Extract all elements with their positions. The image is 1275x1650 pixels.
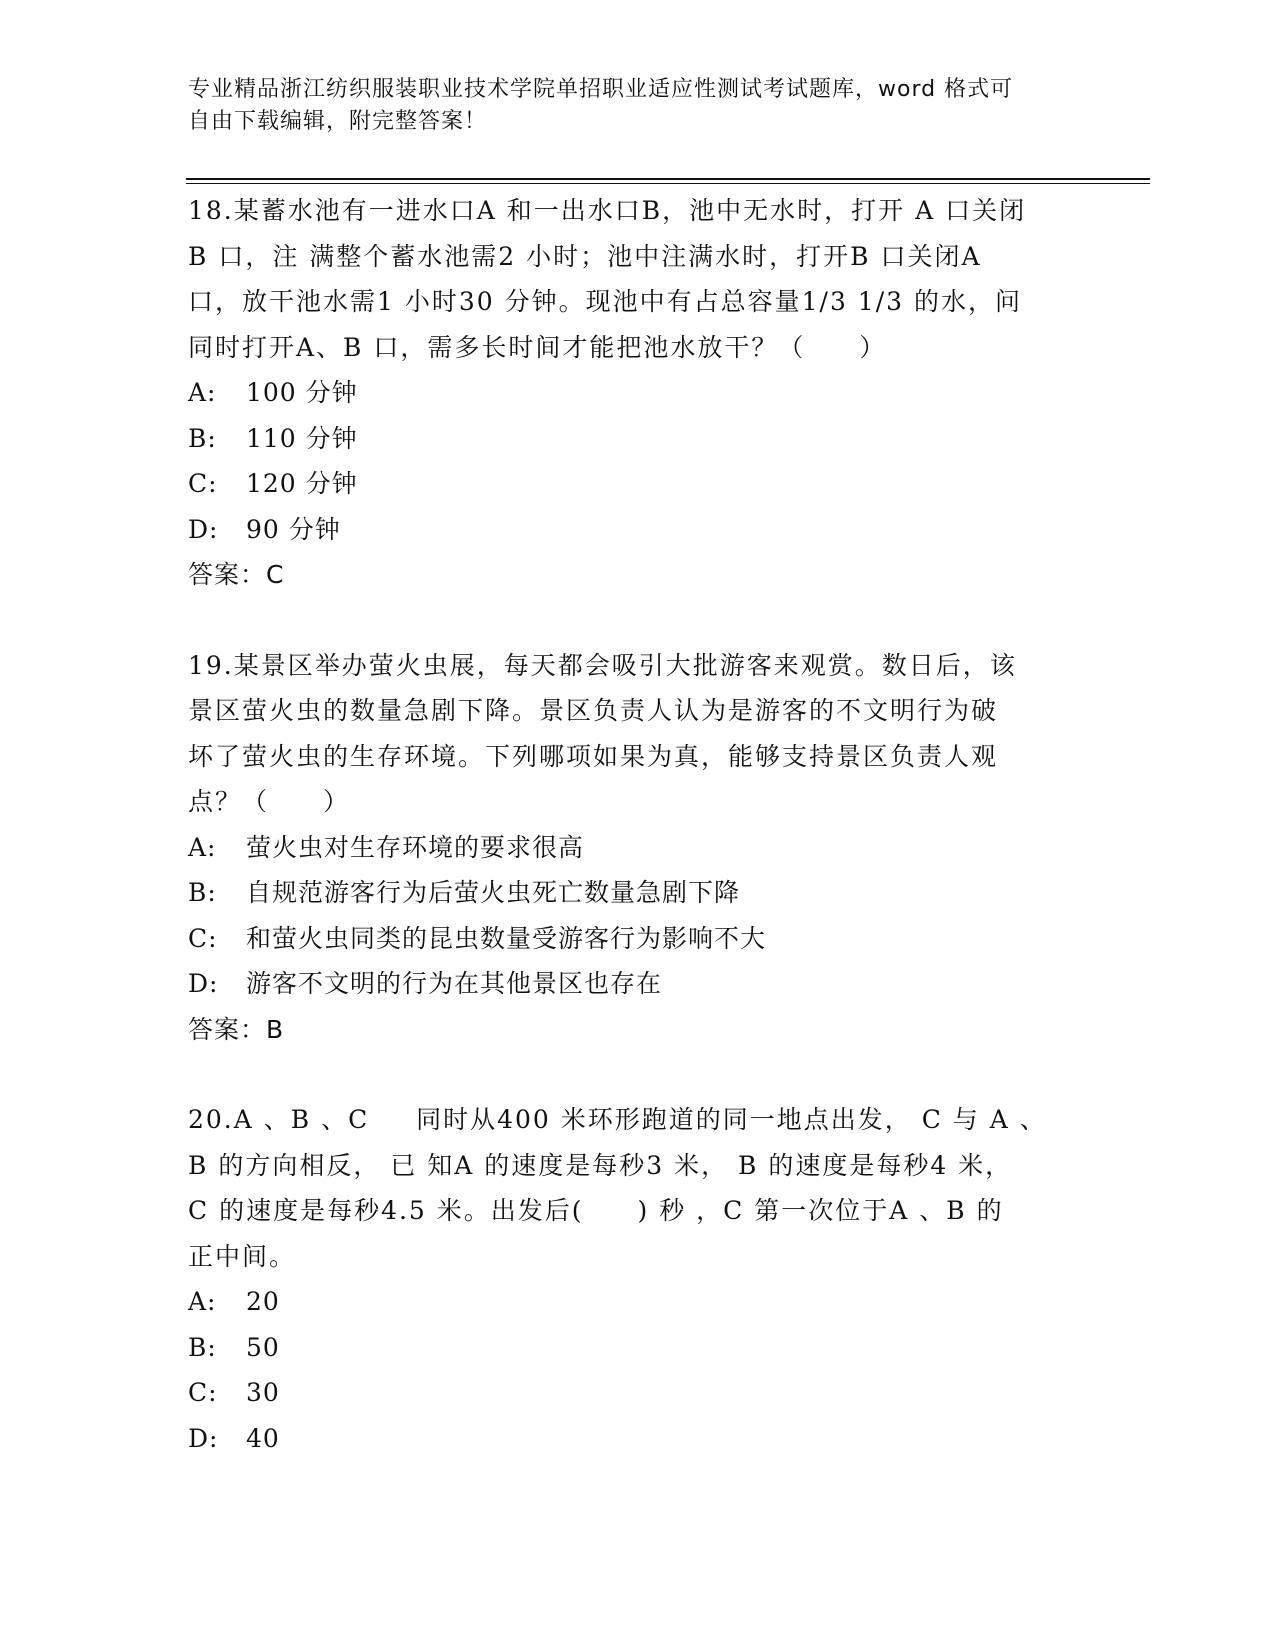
option-label: C:	[188, 923, 218, 953]
option-c	[188, 916, 1078, 962]
stem-line: 景区萤火虫的数量急剧下降。景区负责人认为是游客的不文明行为破	[188, 696, 999, 725]
stem-line: B 的方向相反， 已 知A 的速度是每秒3 米， B 的速度是每秒4 米，	[188, 1150, 1013, 1180]
question-20	[188, 1097, 1078, 1461]
option-text: 20	[246, 1287, 280, 1316]
option-label: A:	[188, 832, 217, 862]
option-label: D:	[188, 969, 219, 998]
option-a	[188, 1279, 1078, 1325]
question-list	[188, 188, 1078, 1506]
stem-line: 点？（ ）	[188, 787, 351, 816]
option-text: 自规范游客行为后萤火虫死亡数量急剧下降	[246, 878, 741, 907]
stem-line: B 口，注 满整个蓄水池需2 小时；池中注满水时，打开B 口关闭A	[188, 241, 982, 271]
option-a	[188, 370, 1078, 416]
question-stem	[188, 1097, 1078, 1279]
stem-line: 坏了萤火虫的生存环境。下列哪项如果为真，能够支持景区负责人观	[188, 741, 999, 771]
question-19	[188, 643, 1078, 1053]
option-label: B:	[188, 1332, 217, 1362]
header-divider-thick	[186, 178, 1150, 180]
option-text: 40	[246, 1423, 280, 1453]
option-label: C:	[188, 469, 218, 498]
option-c	[188, 461, 1078, 507]
option-c	[188, 1370, 1078, 1416]
option-d	[188, 1416, 1078, 1462]
stem-line: 口，放干池水需1 小时30 分钟。现池中有占总容量1/3 1/3 的水，问	[188, 287, 1022, 316]
option-label: B:	[188, 423, 217, 453]
option-text: 和萤火虫同类的昆虫数量受游客行为影响不大	[246, 923, 767, 953]
option-a	[188, 825, 1078, 871]
document-header	[188, 74, 1068, 138]
header-divider-thin	[186, 183, 1150, 184]
option-text: 120 分钟	[246, 469, 358, 498]
stem-line: 20.A 、B 、C 同时从400 米环形跑道的同一地点出发， C 与 A 、	[188, 1105, 1047, 1134]
option-text: 游客不文明的行为在其他景区也存在	[246, 969, 663, 998]
option-label: B:	[188, 878, 217, 907]
option-label: D:	[188, 1423, 219, 1453]
stem-line: 正中间。	[188, 1241, 297, 1271]
question-stem	[188, 643, 1078, 825]
stem-line: 18.某蓄水池有一进水口A 和一出水口B，池中无水时，打开 A 口关闭	[188, 196, 1027, 225]
header-line-2: 自由下载编辑，附完整答案！	[188, 109, 488, 134]
header-line-1: 专业精品浙江纺织服装职业技术学院单招职业适应性测试考试题库，word 格式可	[188, 77, 1014, 102]
option-text: 30	[246, 1378, 280, 1407]
option-text: 100 分钟	[246, 378, 358, 407]
option-text: 90 分钟	[246, 514, 341, 544]
option-text: 110 分钟	[246, 423, 358, 453]
option-label: A:	[188, 378, 217, 407]
question-18	[188, 188, 1078, 598]
option-d	[188, 961, 1078, 1007]
option-text: 萤火虫对生存环境的要求很高	[246, 832, 585, 862]
option-d	[188, 507, 1078, 553]
option-b	[188, 870, 1078, 916]
stem-line: 同时打开A、B 口，需多长时间才能把池水放干？（ ）	[188, 332, 887, 362]
question-stem	[188, 188, 1078, 370]
answer-line: 答案：B	[188, 1014, 285, 1044]
answer-line: 答案：C	[188, 560, 285, 589]
option-label: D:	[188, 514, 219, 544]
option-b	[188, 1325, 1078, 1371]
option-b	[188, 416, 1078, 462]
option-label: C:	[188, 1378, 218, 1407]
option-text: 50	[246, 1332, 280, 1362]
stem-line: 19.某景区举办萤火虫展，每天都会吸引大批游客来观赏。数日后，该	[188, 650, 1017, 680]
option-label: A:	[188, 1287, 217, 1316]
stem-line: C 的速度是每秒4.5 米。出发后( ) 秒 ，C 第一次位于A 、B 的	[188, 1196, 1004, 1225]
